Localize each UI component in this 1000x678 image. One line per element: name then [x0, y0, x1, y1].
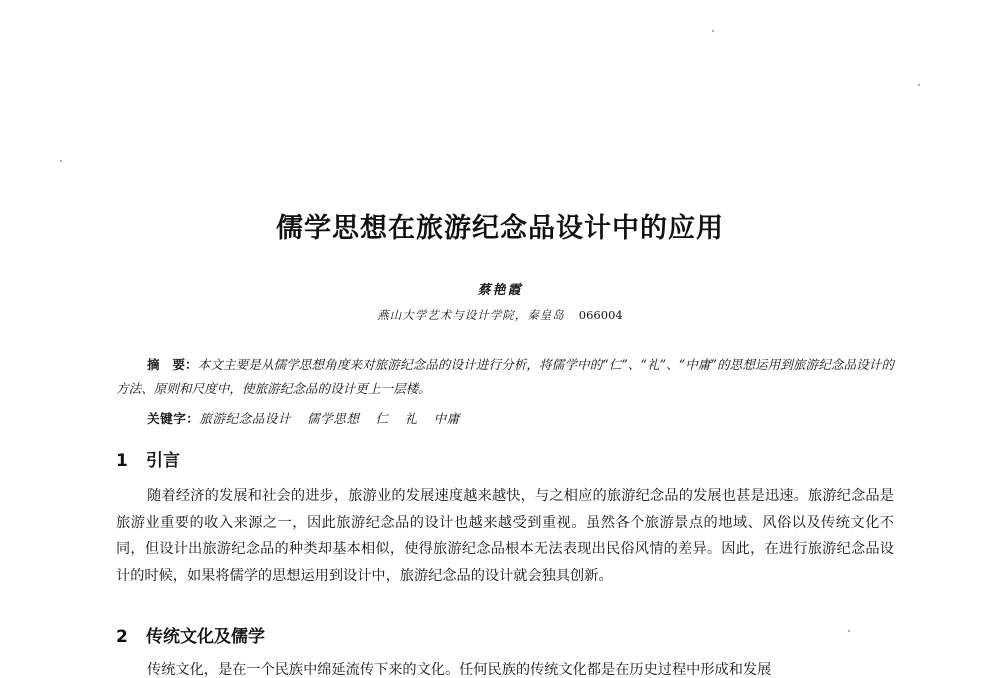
section-paragraph [116, 657, 894, 678]
keywords-label: 关键字： [147, 411, 200, 426]
section-heading [116, 446, 180, 471]
scan-speck [712, 30, 714, 32]
keyword: 仁 [375, 411, 389, 426]
section-title: 传统文化及儒学 [146, 627, 265, 647]
keywords [147, 408, 476, 427]
postcode: 066004 [578, 308, 623, 322]
abstract-text: 本文主要是从儒学思想角度来对旅游纪念品的设计进行分析，将儒学中的“仁”、“礼”、“中庸”的思想运用到旅游纪念品设计的方法、原则和尺度中，使旅游纪念品的设计更上一层楼。 [116, 357, 895, 396]
paper-title: 儒学思想在旅游纪念品设计中的应用 [276, 213, 724, 244]
keyword: 中庸 [433, 411, 460, 426]
scan-speck [848, 630, 850, 632]
section-number: 2 [116, 627, 128, 647]
section-number: 1 [116, 451, 128, 471]
abstract [116, 353, 894, 401]
section-title: 引言 [146, 451, 180, 471]
author-affiliation [0, 307, 1000, 323]
paragraph-text: 传统文化，是在一个民族中绵延流传下来的文化。任何民族的传统文化都是在历史过程中形成和发展 [147, 662, 772, 678]
keyword: 儒学思想 [307, 411, 360, 426]
abstract-label: 摘 要： [147, 357, 198, 372]
keyword: 礼 [404, 411, 418, 426]
scan-speck [60, 160, 62, 162]
affiliation-text: 燕山大学艺术与设计学院，秦皇岛 [377, 308, 565, 322]
paragraph-text: 随着经济的发展和社会的进步，旅游业的发展速度越来越快，与之相应的旅游纪念品的发展也甚是迅速。旅游纪念品是旅游业重要的收入来源之一，因此旅游纪念品的设计也越来越受到重视。虽然各个旅游景点的地域、风俗以及传统文化不同，但设计出旅游纪念品的种类却基本相似，使得旅游纪念品根本无法表现出民俗风情的差异。因此，在进行旅游纪念品设计的时候，如果将儒学的思想运用到设计中，旅游纪念品的设计就会独具创新。 [116, 488, 894, 584]
section-paragraph [116, 483, 894, 589]
keyword: 旅游纪念品设计 [199, 411, 292, 426]
author-name: 蔡艳霞 [477, 283, 523, 298]
scan-speck [918, 84, 920, 86]
section-heading [116, 622, 265, 647]
